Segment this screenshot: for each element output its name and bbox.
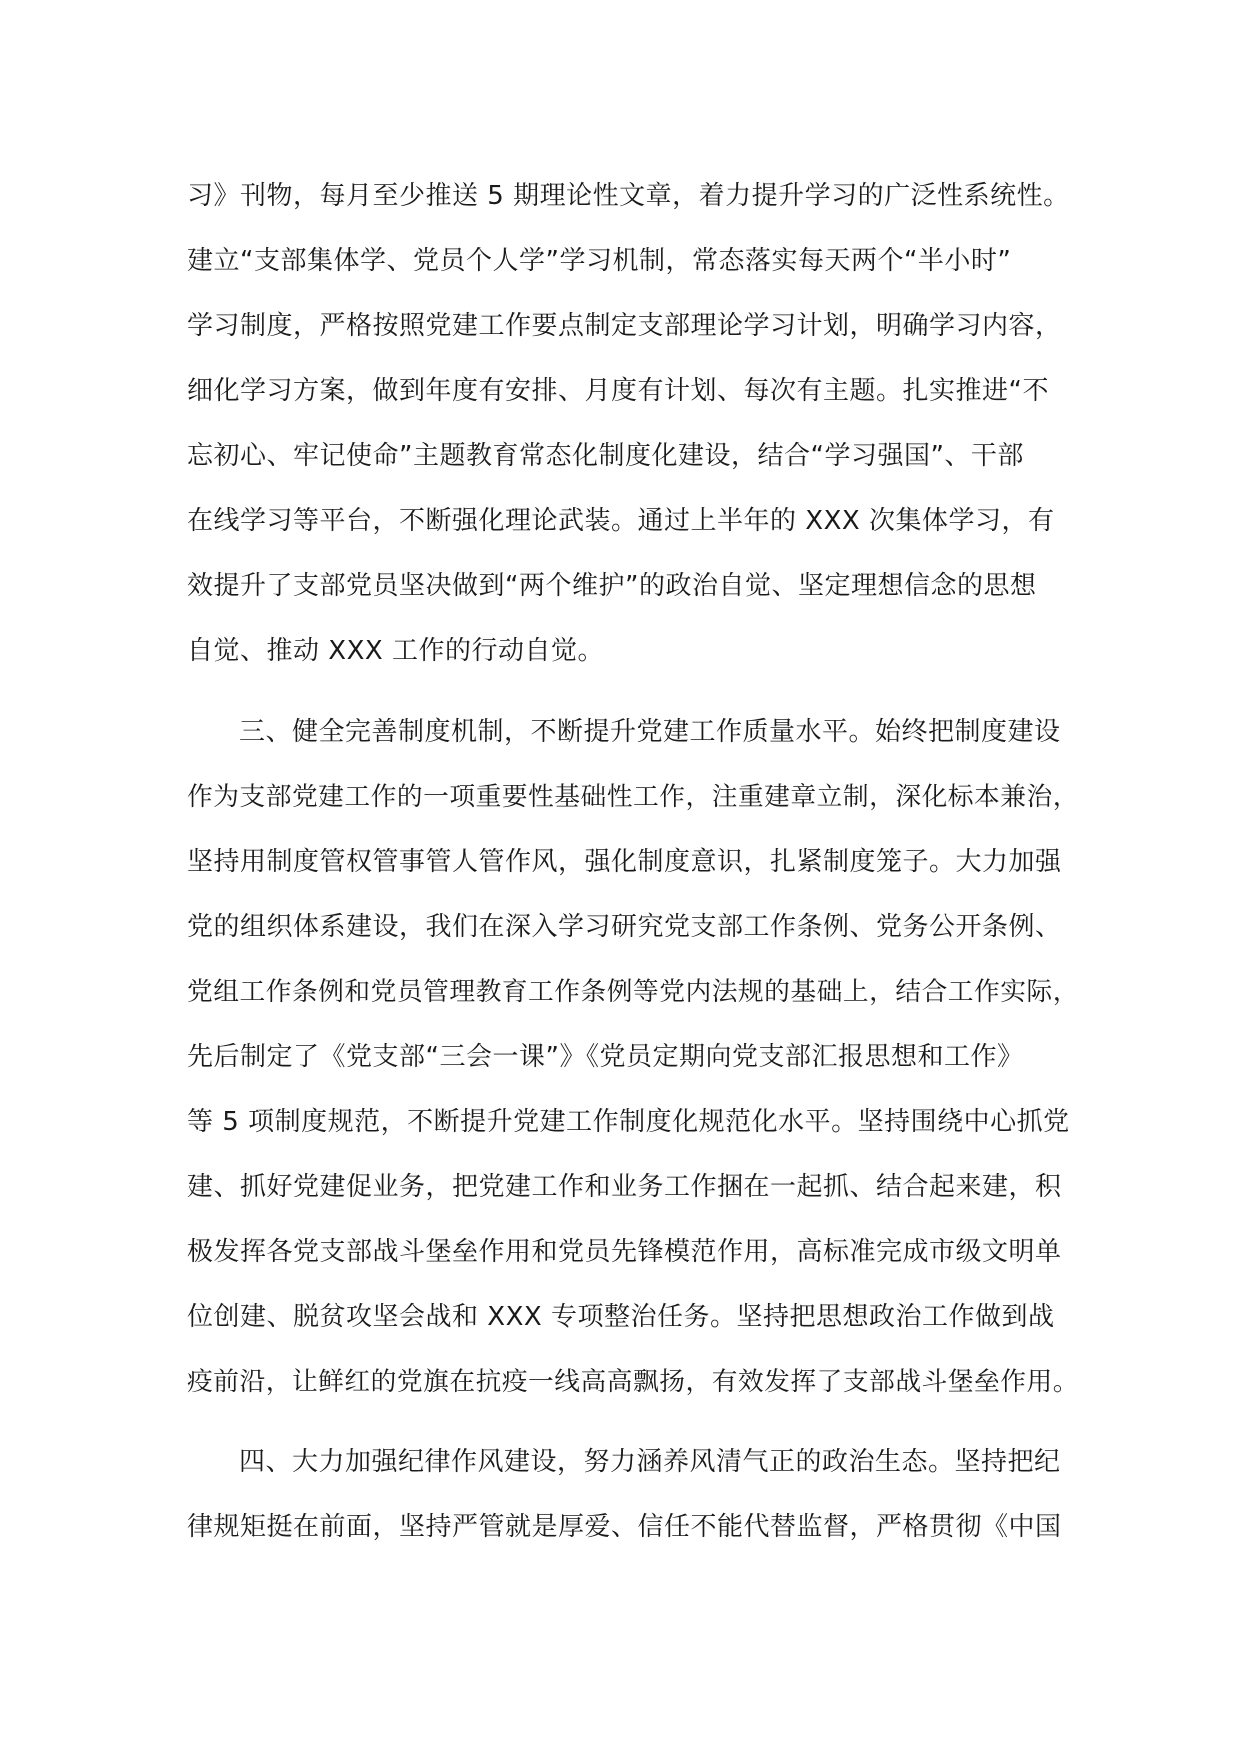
text-line: 在线学习等平台，不断强化理论武装。通过上半年的 XXX 次集体学习，有	[187, 506, 1055, 536]
paragraph-study-system	[187, 164, 1079, 684]
text-line: 律规矩挺在前面，坚持严管就是厚爱、信任不能代替监督，严格贯彻《中国	[187, 1512, 1062, 1542]
text-line: 细化学习方案，做到年度有安排、月度有计划、每次有主题。扎实推进“不	[187, 376, 1049, 406]
text-line: 极发挥各党支部战斗堡垒作用和党员先锋模范作用，高标准完成市级文明单	[187, 1237, 1062, 1267]
paragraph-section-three	[187, 700, 1079, 1415]
section-heading-line: 四、大力加强纪律作风建设，努力涵养风清气正的政治生态。坚持把纪	[239, 1447, 1061, 1477]
text-line: 自觉、推动 XXX 工作的行动自觉。	[187, 636, 604, 666]
text-line: 作为支部党建工作的一项重要性基础性工作，注重建章立制，深化标本兼治，	[187, 782, 1079, 812]
text-line: 党组工作条例和党员管理教育工作条例等党内法规的基础上，结合工作实际，	[187, 977, 1079, 1007]
text-line: 先后制定了《党支部“三会一课”》《党员定期向党支部汇报思想和工作》	[187, 1042, 1024, 1072]
text-line: 建立“支部集体学、党员个人学”学习机制，常态落实每天两个“半小时”	[187, 246, 1012, 276]
text-line: 学习制度，严格按照党建工作要点制定支部理论学习计划，明确学习内容，	[187, 311, 1062, 341]
text-line: 疫前沿，让鲜红的党旗在抗疫一线高高飘扬，有效发挥了支部战斗堡垒作用。	[187, 1367, 1079, 1397]
section-heading-line: 三、健全完善制度机制，不断提升党建工作质量水平。始终把制度建设	[239, 717, 1061, 747]
text-line: 党的组织体系建设，我们在深入学习研究党支部工作条例、党务公开条例、	[187, 912, 1062, 942]
text-line: 位创建、脱贫攻坚会战和 XXX 专项整治任务。坚持把思想政治工作做到战	[187, 1302, 1055, 1332]
paragraph-section-four	[187, 1430, 1079, 1560]
text-line: 坚持用制度管权管事管人管作风，强化制度意识，扎紧制度笼子。大力加强	[187, 847, 1062, 877]
text-line: 等 5 项制度规范，不断提升党建工作制度化规范化水平。坚持围绕中心抓党	[187, 1107, 1070, 1137]
text-line: 建、抓好党建促业务，把党建工作和业务工作捆在一起抓、结合起来建，积	[187, 1172, 1062, 1202]
text-line: 忘初心、牢记使命”主题教育常态化制度化建设，结合“学习强国”、干部	[187, 441, 1024, 471]
text-line: 习》刊物，每月至少推送 5 期理论性文章，着力提升学习的广泛性系统性。	[187, 181, 1070, 211]
text-line: 效提升了支部党员坚决做到“两个维护”的政治自觉、坚定理想信念的思想	[187, 571, 1037, 601]
